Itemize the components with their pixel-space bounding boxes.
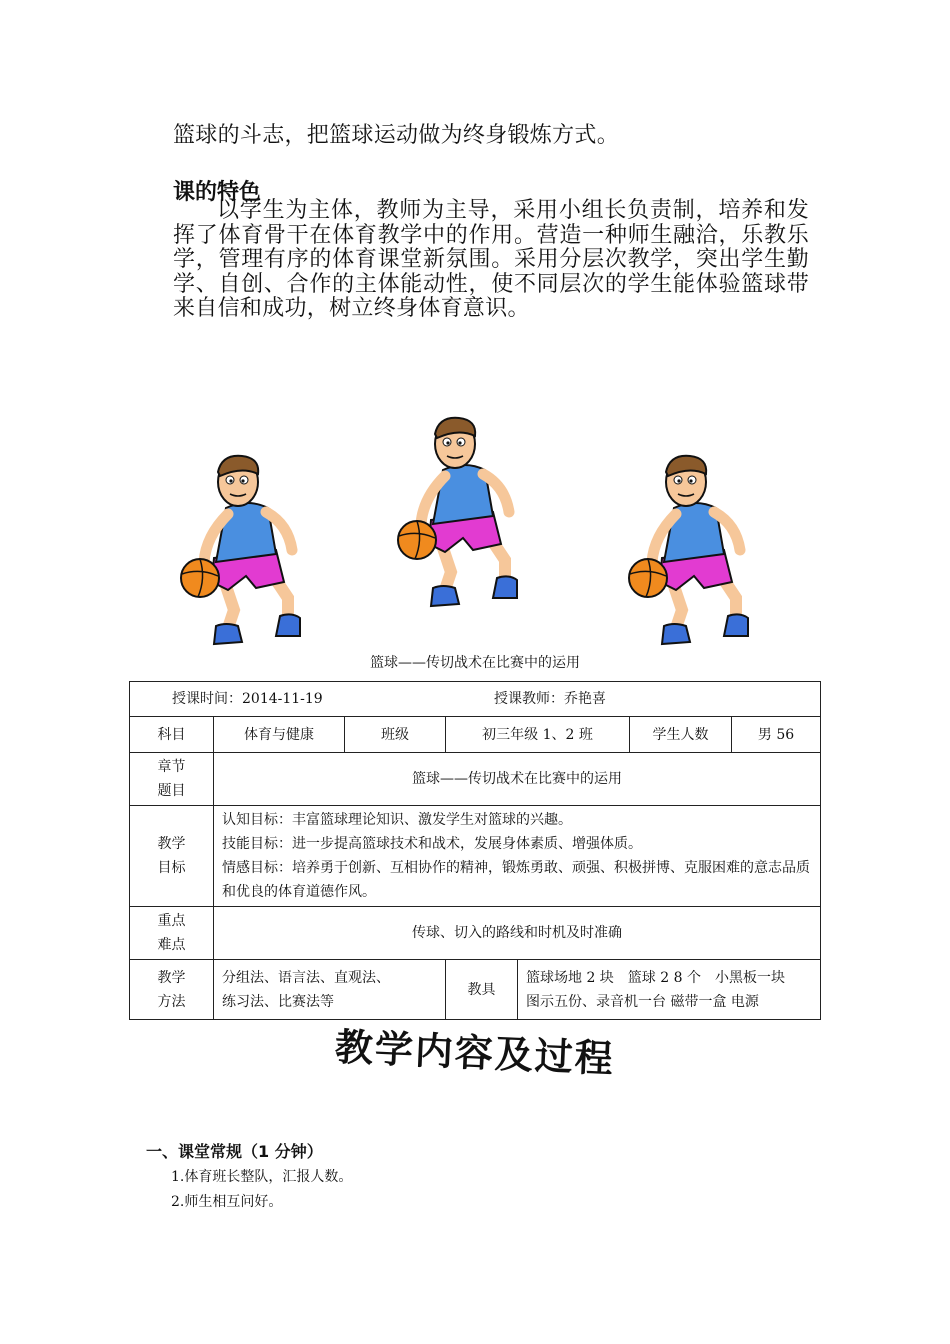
method-label-line: 教学 bbox=[157, 969, 186, 986]
time-label: 授课时间： bbox=[172, 691, 242, 707]
routine-item: 2.师生相互问好。 bbox=[171, 1194, 283, 1210]
focus-label bbox=[130, 907, 214, 960]
goals-label-line: 目标 bbox=[157, 860, 186, 876]
illustration-caption: 篮球——传切战术在比赛中的运用 bbox=[370, 655, 580, 671]
method-label-line: 方法 bbox=[157, 993, 186, 1010]
table-row bbox=[130, 753, 821, 806]
main-title: 教学内容及过程 bbox=[334, 1023, 616, 1082]
equipment-value-line: 图示五份、录音机一台 磁带一盒 电源 bbox=[526, 993, 759, 1010]
table-row bbox=[130, 717, 821, 753]
routine-item: 1.体育班长整队，汇报人数。 bbox=[171, 1169, 353, 1185]
focus-label-line: 重点 bbox=[157, 913, 186, 929]
table-row bbox=[130, 682, 821, 717]
chapter-label bbox=[130, 753, 214, 806]
class-label: 班级 bbox=[345, 717, 446, 753]
method-value-line: 练习法、比赛法等 bbox=[222, 993, 334, 1010]
time-value: 2014-11-19 bbox=[242, 691, 323, 707]
feature-heading: 课的特色 bbox=[173, 180, 262, 205]
equipment-label: 教具 bbox=[446, 960, 518, 1020]
method-value bbox=[214, 960, 446, 1020]
routine-heading: 一、课堂常规（1 分钟） bbox=[146, 1142, 323, 1161]
basketball-player-illustration-right bbox=[624, 450, 784, 650]
time-teacher-cell bbox=[130, 682, 821, 717]
basketball-player-illustration-center bbox=[393, 412, 553, 612]
table-row bbox=[130, 907, 821, 960]
goals-value bbox=[214, 806, 821, 907]
students-value: 男 56 bbox=[732, 717, 821, 753]
chapter-value: 篮球——传切战术在比赛中的运用 bbox=[214, 753, 821, 806]
equipment-value bbox=[518, 960, 821, 1020]
lesson-info-table bbox=[129, 681, 821, 1020]
focus-value: 传球、切入的路线和时机及时准确 bbox=[214, 907, 821, 960]
teacher-label: 授课教师： bbox=[494, 691, 564, 707]
teacher-value: 乔艳喜 bbox=[564, 691, 606, 707]
basketball-player-illustration-left bbox=[176, 450, 336, 650]
goal-emotional: 情感目标：培养勇于创新、互相协作的精神，锻炼勇敢、顽强、积极拼博、克服困难的意志品质和优良的体育道德作风。 bbox=[222, 860, 810, 900]
chapter-label-line: 题目 bbox=[157, 783, 186, 799]
goal-cognitive: 认知目标：丰富篮球理论知识、激发学生对篮球的兴趣。 bbox=[222, 812, 572, 828]
equipment-value-line: 篮球场地 2 块 篮球 2 8 个 小黑板一块 bbox=[526, 969, 785, 986]
goals-label-line: 教学 bbox=[157, 836, 186, 852]
goals-label bbox=[130, 806, 214, 907]
chapter-label-line: 章节 bbox=[157, 759, 186, 775]
method-value-line: 分组法、语言法、直观法、 bbox=[222, 969, 390, 986]
focus-label-line: 难点 bbox=[157, 937, 186, 953]
students-label: 学生人数 bbox=[630, 717, 732, 753]
class-value: 初三年级 1、2 班 bbox=[446, 717, 630, 753]
table-row bbox=[130, 806, 821, 907]
subject-label: 科目 bbox=[130, 717, 214, 753]
subject-value: 体育与健康 bbox=[214, 717, 345, 753]
goal-skill: 技能目标：进一步提高篮球技术和战术，发展身体素质、增强体质。 bbox=[222, 836, 642, 852]
feature-body: 以学生为主体，教师为主导，采用小组长负责制，培养和发挥了体育骨干在体育教学中的作用。营造一种师生融洽，乐教乐学，管理有序的体育课堂新氛围。采用分层次教学，突出学生勤学、自创、合作的主体能动性，使不同层次的学生能体验篮球带来自信和成功，树立终身体育意识。 bbox=[173, 198, 809, 321]
intro-line: 篮球的斗志，把篮球运动做为终身锻炼方式。 bbox=[173, 123, 620, 148]
